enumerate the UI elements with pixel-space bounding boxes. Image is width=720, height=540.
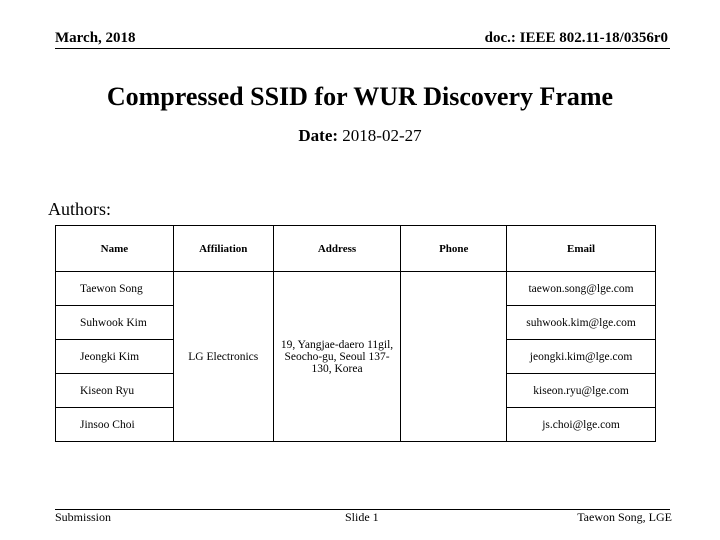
- date-label: Date:: [298, 126, 339, 145]
- footer-author: Taewon Song, LGE: [577, 510, 672, 524]
- author-phone: [401, 272, 507, 442]
- author-name: Kiseon Ryu: [56, 374, 174, 408]
- col-header-affiliation: Affiliation: [173, 226, 273, 272]
- author-email: suhwook.kim@lge.com: [507, 306, 656, 340]
- footer-submission: Submission: [55, 510, 112, 524]
- authors-table: [55, 225, 656, 442]
- author-name: Suhwook Kim: [56, 306, 174, 340]
- authors-label: Authors:: [48, 199, 111, 219]
- col-header-phone: Phone: [401, 226, 507, 272]
- author-email: js.choi@lge.com: [507, 408, 656, 442]
- col-header-name: Name: [56, 226, 174, 272]
- header-divider: [55, 48, 670, 49]
- author-email: kiseon.ryu@lge.com: [507, 374, 656, 408]
- author-email: jeongki.kim@lge.com: [507, 340, 656, 374]
- header-date: March, 2018: [55, 30, 136, 46]
- author-name: Jeongki Kim: [56, 340, 174, 374]
- col-header-email: Email: [507, 226, 656, 272]
- author-affiliation: LG Electronics: [173, 272, 273, 442]
- author-address: 19, Yangjae-daero 11gil, Seocho-gu, Seoul 137-130, Korea: [273, 272, 401, 442]
- date-value: 2018-02-27: [338, 126, 422, 145]
- table-header-row: [56, 226, 656, 272]
- author-name: Taewon Song: [56, 272, 174, 306]
- table-row: [56, 272, 656, 306]
- slide-title: Compressed SSID for WUR Discovery Frame: [106, 82, 614, 111]
- col-header-address: Address: [273, 226, 401, 272]
- author-name: Jinsoo Choi: [56, 408, 174, 442]
- header-doc-id: doc.: IEEE 802.11-18/0356r0: [484, 30, 668, 46]
- slide-date: [0, 126, 720, 146]
- author-email: taewon.song@lge.com: [507, 272, 656, 306]
- footer-slide-number: Slide 1: [345, 510, 379, 524]
